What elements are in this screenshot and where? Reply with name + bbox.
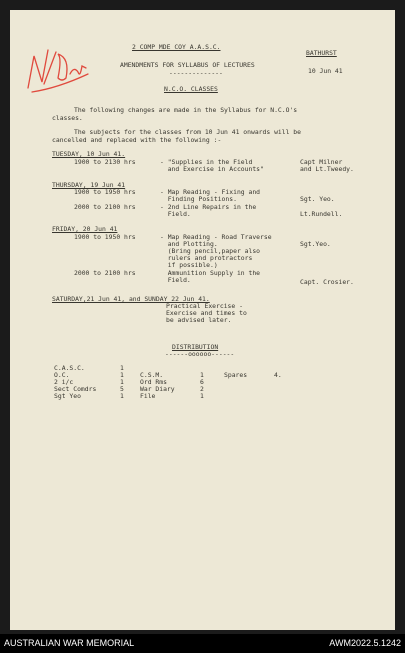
session-subject: - "Supplies in the Field [160, 158, 253, 166]
session-subject: Field. [160, 210, 191, 218]
intro-line: classes. [52, 114, 83, 122]
session-instructor: Sgt. Yeo. [300, 195, 335, 203]
session-instructor: Capt Milner [300, 158, 343, 166]
day-heading: FRIDAY, 20 Jun 41 [52, 225, 118, 233]
distribution-qty: 6 [200, 378, 204, 386]
distribution-qty: 1 [200, 371, 204, 379]
session-subject: (Bring pencil,paper also [160, 247, 261, 255]
session-subject: - Map Reading - Fixing and [160, 188, 261, 196]
session-subject: and Exercise in Accounts" [160, 165, 264, 173]
session-subject: Practical Exercise - [166, 302, 243, 310]
day-heading: THURSDAY, 19 Jun 41 [52, 181, 126, 189]
document-title: AMENDMENTS FOR SYLLABUS OF LECTURES [120, 61, 255, 69]
session-time: 2000 to 2100 hrs [74, 203, 136, 211]
distribution-qty: 1 [120, 392, 124, 400]
distribution-name: Sgt Yeo [54, 392, 81, 400]
distribution-name: 2 i/c [54, 378, 74, 386]
distribution-name: C.A.S.C. [54, 364, 85, 372]
session-instructor: Sgt.Yeo. [300, 240, 331, 248]
session-subject: Finding Positions. [160, 195, 237, 203]
session-time: 1900 to 1950 hrs [74, 233, 136, 241]
intro-line: The following changes are made in the Syllabus for N.C.O's [74, 106, 298, 114]
footer-institution: AUSTRALIAN WAR MEMORIAL [4, 638, 135, 648]
distribution-name: Ord Rms [140, 378, 167, 386]
distribution-name: File [140, 392, 156, 400]
distribution-qty: 1 [120, 378, 124, 386]
distribution-name: C.S.M. [140, 371, 164, 379]
location: BATHURST [306, 49, 337, 57]
session-subject: Field. [160, 276, 191, 284]
session-time: 1900 to 2130 hrs [74, 158, 136, 166]
distribution-spares-qty: 4. [274, 371, 282, 379]
session-subject: and Plotting. [160, 240, 218, 248]
distribution-qty: 1 [200, 392, 204, 400]
intro-line: The subjects for the classes from 10 Jun 41 onwards will be [74, 128, 302, 136]
session-time: 1900 to 1950 hrs [74, 188, 136, 196]
session-instructor: Capt. Crosier. [300, 278, 354, 286]
session-subject: be advised later. [166, 316, 232, 324]
archive-footer [0, 634, 405, 653]
footer-accession-number: AWM2022.5.1242 [329, 638, 401, 648]
handwritten-annotation [18, 38, 94, 94]
session-instructor: Lt.Rundell. [300, 210, 343, 218]
session-time: 2000 to 2100 hrs [74, 269, 136, 277]
day-heading: SATURDAY,21 Jun 41, and SUNDAY 22 Jun 41. [52, 295, 210, 303]
distribution-rule: ------oooooo------ [165, 350, 235, 358]
session-subject: rulers and protractors [160, 254, 253, 262]
session-subject: - 2nd Line Repairs in the [160, 203, 257, 211]
distribution-name: War Diary [140, 385, 175, 393]
distribution-qty: 1 [120, 364, 124, 372]
document-page [10, 10, 395, 630]
document-subtitle: N.C.O. CLASSES [164, 85, 218, 93]
distribution-spares-label: Spares [224, 371, 248, 379]
title-rule: -------------- [169, 69, 223, 77]
session-subject: Ammunition Supply in the [160, 269, 261, 277]
document-date: 10 Jun 41 [308, 67, 343, 75]
session-subject: - Map Reading - Road Traverse [160, 233, 272, 241]
intro-line: cancelled and replaced with the following :- [52, 136, 222, 144]
session-subject: Exercise and times to [166, 309, 247, 317]
distribution-qty: 5 [120, 385, 124, 393]
distribution-qty: 1 [120, 371, 124, 379]
session-instructor: and Lt.Tweedy. [300, 165, 354, 173]
day-heading: TUESDAY, 10 Jun 41. [52, 150, 126, 158]
distribution-heading: DISTRIBUTION [172, 343, 219, 351]
distribution-name: Sect Comdrs [54, 385, 97, 393]
session-subject: if possible.) [160, 261, 218, 269]
distribution-name: O.C. [54, 371, 70, 379]
unit-heading: 2 COMP MDE COY A.A.S.C. [132, 43, 221, 51]
distribution-qty: 2 [200, 385, 204, 393]
